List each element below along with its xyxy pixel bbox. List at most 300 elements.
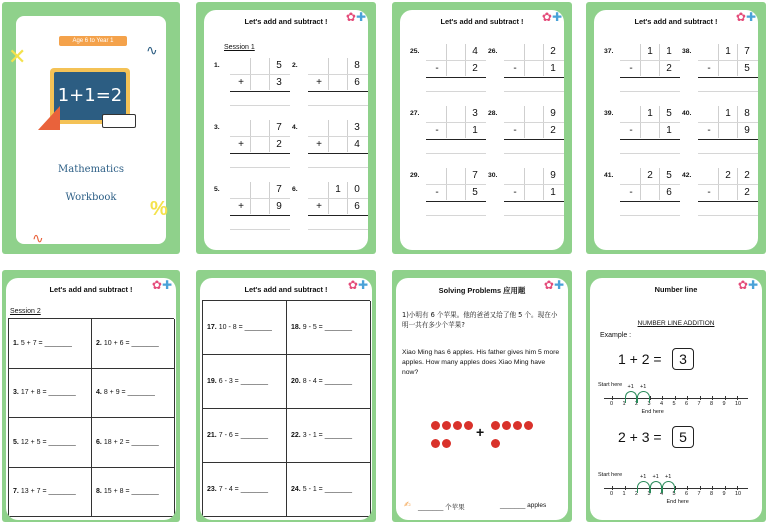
page-title: Let's add and subtract ! bbox=[244, 285, 328, 294]
equation-number: 17. bbox=[207, 324, 217, 331]
digit: 7 bbox=[276, 122, 282, 133]
tick-mark bbox=[687, 396, 688, 400]
equation-number: 24. bbox=[291, 486, 301, 493]
equation-cell bbox=[287, 355, 371, 409]
equation-number: 6. bbox=[96, 438, 102, 446]
apple-icon bbox=[524, 421, 533, 430]
answer-line bbox=[308, 91, 368, 92]
digit: 1 bbox=[725, 46, 731, 57]
digit: 9 bbox=[276, 201, 282, 212]
problem-row bbox=[230, 58, 290, 73]
question-number: 28. bbox=[488, 110, 498, 117]
tick-label: 7 bbox=[697, 491, 701, 497]
problem-row bbox=[504, 44, 564, 59]
equation-number: 8. bbox=[96, 488, 102, 496]
problem-row bbox=[620, 106, 680, 121]
page-title: Let's add and subtract ! bbox=[244, 17, 328, 26]
digit: 7 bbox=[744, 46, 750, 57]
equation-cell bbox=[203, 409, 287, 463]
tick-mark bbox=[725, 396, 726, 400]
tick-label: 10 bbox=[735, 401, 742, 407]
book-icon bbox=[102, 114, 136, 128]
apple-icon bbox=[491, 439, 500, 448]
problem-row bbox=[620, 168, 680, 183]
question-number: 38. bbox=[682, 48, 692, 55]
equation-grid bbox=[8, 318, 174, 516]
tick-mark bbox=[712, 396, 713, 400]
grid-line bbox=[504, 184, 564, 185]
grid-line bbox=[308, 198, 368, 199]
answer-line bbox=[230, 215, 290, 216]
tick-mark bbox=[625, 486, 626, 490]
digit: 2 bbox=[550, 46, 556, 57]
number-line-2 bbox=[598, 464, 750, 504]
equation-cell bbox=[92, 418, 175, 468]
operator: + bbox=[316, 77, 322, 88]
tick-mark bbox=[737, 486, 738, 490]
digit: 1 bbox=[472, 125, 478, 136]
digit: 1 bbox=[666, 125, 672, 136]
grid-line bbox=[230, 74, 290, 75]
hop-arc bbox=[637, 391, 650, 403]
question-number: 3. bbox=[214, 124, 220, 131]
grid-line bbox=[620, 122, 680, 123]
hop-label: +1 bbox=[652, 474, 659, 480]
digit: 1 bbox=[647, 46, 653, 57]
page-title: Let's add and subtract ! bbox=[634, 17, 718, 26]
page-title: Let's add and subtract ! bbox=[440, 17, 524, 26]
problem-row bbox=[230, 75, 290, 90]
equation-number: 19. bbox=[207, 378, 217, 385]
grid-line bbox=[504, 91, 564, 92]
age-badge: Age 6 to Year 1 bbox=[59, 36, 127, 46]
equation-text: 10 + 6 = _______ bbox=[103, 339, 159, 347]
operator: + bbox=[238, 139, 244, 150]
tick-label: 3 bbox=[647, 491, 651, 497]
question-number: 40. bbox=[682, 110, 692, 117]
tick-label: 5 bbox=[672, 401, 676, 407]
start-label: Start here bbox=[598, 382, 623, 388]
equation-text: 9 - 5 = _______ bbox=[302, 324, 352, 331]
example-label: Example : bbox=[600, 332, 632, 339]
equation-cell bbox=[9, 468, 92, 518]
vertical-problem bbox=[620, 106, 680, 154]
percent-icon: % bbox=[150, 198, 168, 220]
problem-row bbox=[308, 182, 368, 197]
equation-1: 1 + 2 = bbox=[618, 351, 662, 367]
operator: - bbox=[629, 187, 633, 198]
tick-mark bbox=[687, 486, 688, 490]
apple-icon bbox=[431, 439, 440, 448]
problem-row bbox=[230, 137, 290, 152]
tick-label: 0 bbox=[610, 401, 614, 407]
vertical-problem bbox=[308, 58, 368, 106]
grid-line bbox=[230, 198, 290, 199]
tick-label: 2 bbox=[635, 401, 639, 407]
equation-text: 10 - 8 = _______ bbox=[218, 324, 272, 331]
equation-text: 8 - 4 = _______ bbox=[302, 378, 352, 385]
tick-label: 10 bbox=[735, 491, 742, 497]
end-label: End here bbox=[641, 409, 664, 415]
title-line2: Workbook bbox=[65, 192, 117, 203]
tick-mark bbox=[675, 486, 676, 490]
digit: 7 bbox=[472, 170, 478, 181]
vertical-problem bbox=[230, 120, 290, 168]
answer-line bbox=[698, 201, 758, 202]
grid-line bbox=[308, 105, 368, 106]
grid-line bbox=[698, 184, 758, 185]
page-title: Number line bbox=[654, 285, 698, 294]
problem-row bbox=[620, 123, 680, 138]
digit: 2 bbox=[744, 187, 750, 198]
operator: - bbox=[629, 63, 633, 74]
apple-icon bbox=[453, 421, 462, 430]
worksheet bbox=[6, 278, 176, 520]
answer-line bbox=[230, 153, 290, 154]
answer-line bbox=[230, 91, 290, 92]
problem-row bbox=[698, 123, 758, 138]
grid-line bbox=[308, 74, 368, 75]
problem-row bbox=[504, 168, 564, 183]
question-number: 4. bbox=[292, 124, 298, 131]
answer-line bbox=[620, 201, 680, 202]
answer-line bbox=[308, 153, 368, 154]
digit: 5 bbox=[744, 63, 750, 74]
grid-line bbox=[426, 215, 486, 216]
equation-cell bbox=[287, 409, 371, 463]
page-title: Solving Problems 应用题 bbox=[438, 286, 526, 295]
tick-label: 4 bbox=[660, 401, 664, 407]
equation-number: 23. bbox=[207, 486, 217, 493]
equation-number: 22. bbox=[291, 432, 301, 439]
digit: 0 bbox=[354, 184, 360, 195]
equation-cell bbox=[287, 463, 371, 517]
operator: - bbox=[629, 125, 633, 136]
question-number: 27. bbox=[410, 110, 420, 117]
tick-mark bbox=[725, 486, 726, 490]
number-line-1 bbox=[598, 382, 750, 415]
number-line-axis bbox=[604, 488, 748, 489]
page-solving-problems bbox=[392, 270, 572, 522]
page-subtraction-a bbox=[392, 2, 572, 254]
question-number: 2. bbox=[292, 62, 298, 69]
apple-icon bbox=[442, 421, 451, 430]
worksheet bbox=[200, 278, 372, 520]
problem-row bbox=[620, 185, 680, 200]
grid-line bbox=[308, 136, 368, 137]
end-label: End here bbox=[666, 499, 689, 505]
equation-number: 3. bbox=[13, 389, 19, 397]
digit: 3 bbox=[354, 122, 360, 133]
problem-row bbox=[308, 75, 368, 90]
digit: 1 bbox=[666, 46, 672, 57]
cross-icon: ✕ bbox=[8, 44, 27, 69]
session-label: Session 1 bbox=[224, 44, 255, 51]
problem-row bbox=[504, 61, 564, 76]
tick-mark bbox=[712, 486, 713, 490]
operator: - bbox=[513, 63, 517, 74]
answer-line bbox=[426, 139, 486, 140]
problem-row bbox=[698, 168, 758, 183]
puzzle-icon: ✿✚ bbox=[347, 278, 368, 292]
tick-label: 7 bbox=[697, 401, 701, 407]
vertical-problem bbox=[308, 182, 368, 230]
tick-label: 6 bbox=[685, 491, 689, 497]
equation-number: 7. bbox=[13, 488, 19, 496]
equation-cell bbox=[92, 468, 175, 518]
vertical-problem bbox=[426, 168, 486, 216]
tick-label: 5 bbox=[672, 491, 676, 497]
section-subtitle: NUMBER LINE ADDITION bbox=[637, 320, 715, 327]
hop-arc bbox=[650, 481, 663, 493]
problem-row bbox=[620, 61, 680, 76]
tick-label: 0 bbox=[610, 491, 614, 497]
answer-line bbox=[698, 139, 758, 140]
page-session1 bbox=[196, 2, 376, 254]
answer-en: _______ apples bbox=[500, 502, 547, 509]
grid-line bbox=[426, 153, 486, 154]
problem-zh: 1)小明有 6 个苹果。他的爸爸又给了他 5 个。现在小明一共有多少个苹果? bbox=[402, 311, 558, 329]
start-label: Start here bbox=[598, 472, 623, 478]
worksheet bbox=[204, 10, 368, 250]
equation-text: 5 - 1 = _______ bbox=[302, 486, 352, 493]
digit: 5 bbox=[666, 108, 672, 119]
digit: 1 bbox=[550, 187, 556, 198]
answer-box-1: 3 bbox=[672, 348, 694, 370]
session-label: Session 2 bbox=[10, 308, 41, 315]
digit: 2 bbox=[744, 170, 750, 181]
puzzle-icon: ✿✚ bbox=[735, 10, 756, 24]
problem-row bbox=[426, 123, 486, 138]
grid-line bbox=[426, 60, 486, 61]
equation-number: 5. bbox=[13, 438, 19, 446]
tick-mark bbox=[650, 396, 651, 400]
answer-box-2: 5 bbox=[672, 426, 694, 448]
equation-text: 6 - 3 = _______ bbox=[218, 378, 268, 385]
tick-mark bbox=[737, 396, 738, 400]
grid-line bbox=[230, 167, 290, 168]
question-number: 1. bbox=[214, 62, 220, 69]
swirl-icon: ∿ bbox=[32, 230, 44, 246]
operator: - bbox=[513, 125, 517, 136]
answer-line bbox=[620, 77, 680, 78]
apple-icon bbox=[464, 421, 473, 430]
digit: 9 bbox=[550, 108, 556, 119]
digit: 3 bbox=[472, 108, 478, 119]
equation-cell bbox=[203, 301, 287, 355]
operator: - bbox=[707, 63, 711, 74]
operator: - bbox=[707, 125, 711, 136]
problem-row bbox=[698, 44, 758, 59]
page-subtraction-c bbox=[196, 270, 376, 522]
question-number: 26. bbox=[488, 48, 498, 55]
tick-label: 8 bbox=[710, 491, 714, 497]
tick-mark bbox=[675, 396, 676, 400]
equation-text: 7 - 4 = _______ bbox=[218, 486, 268, 493]
equation-text: 5 + 7 = _______ bbox=[20, 339, 72, 347]
grid-line bbox=[698, 60, 758, 61]
equation-cell bbox=[203, 355, 287, 409]
digit: 1 bbox=[725, 108, 731, 119]
tick-label: 2 bbox=[635, 491, 639, 497]
digit: 5 bbox=[666, 170, 672, 181]
page-subtraction-b bbox=[586, 2, 766, 254]
answer-line bbox=[620, 139, 680, 140]
worksheet bbox=[594, 10, 758, 250]
problem-row bbox=[426, 106, 486, 121]
equation-number: 20. bbox=[291, 378, 301, 385]
vertical-problem bbox=[504, 106, 564, 154]
digit: 5 bbox=[472, 187, 478, 198]
plus-sign: + bbox=[476, 424, 485, 440]
puzzle-icon: ✿✚ bbox=[151, 278, 172, 292]
digit: 5 bbox=[276, 60, 282, 71]
grid-line bbox=[698, 215, 758, 216]
digit: 7 bbox=[276, 184, 282, 195]
hop-arc bbox=[662, 481, 675, 493]
digit: 1 bbox=[335, 184, 341, 195]
grid-line bbox=[308, 229, 368, 230]
equation-number: 2. bbox=[96, 339, 102, 347]
triangle-ruler-icon bbox=[38, 106, 60, 130]
tick-mark bbox=[700, 486, 701, 490]
tick-label: 8 bbox=[710, 401, 714, 407]
hand-icon: ✍ bbox=[404, 500, 411, 509]
digit: 3 bbox=[276, 77, 282, 88]
equation-number: 1. bbox=[13, 339, 19, 347]
puzzle-icon: ✿✚ bbox=[543, 278, 564, 292]
apple-icon bbox=[431, 421, 440, 430]
equation-text: 13 + 7 = _______ bbox=[20, 488, 76, 496]
problem-row bbox=[504, 185, 564, 200]
worksheet bbox=[400, 10, 564, 250]
title-line1: Mathematics bbox=[58, 164, 124, 175]
tick-mark bbox=[700, 396, 701, 400]
apple-icon bbox=[513, 421, 522, 430]
question-number: 39. bbox=[604, 110, 614, 117]
tick-mark bbox=[612, 486, 613, 490]
answer-line bbox=[426, 201, 486, 202]
apple-icon bbox=[491, 421, 500, 430]
digit: 8 bbox=[744, 108, 750, 119]
hop-label: +1 bbox=[640, 474, 647, 480]
equation-number: 21. bbox=[207, 432, 217, 439]
equation-text: 7 - 6 = _______ bbox=[218, 432, 268, 439]
grid-line bbox=[620, 215, 680, 216]
answer-line bbox=[698, 77, 758, 78]
answer-line bbox=[504, 201, 564, 202]
grid-line bbox=[698, 122, 758, 123]
question-number: 37. bbox=[604, 48, 614, 55]
question-number: 29. bbox=[410, 172, 420, 179]
digit: 2 bbox=[550, 125, 556, 136]
problem-row bbox=[504, 106, 564, 121]
equation-text: 17 + 8 = _______ bbox=[20, 389, 76, 397]
problem-row bbox=[426, 61, 486, 76]
equation-cell bbox=[9, 369, 92, 419]
problem-row bbox=[308, 137, 368, 152]
grid-line bbox=[426, 122, 486, 123]
question-number: 25. bbox=[410, 48, 420, 55]
digit: 4 bbox=[472, 46, 478, 57]
problem-row bbox=[698, 61, 758, 76]
digit: 6 bbox=[354, 77, 360, 88]
board-equation: 1+1=2 bbox=[54, 72, 126, 120]
equation-2: 2 + 3 = bbox=[618, 429, 662, 445]
problem-row bbox=[426, 185, 486, 200]
vertical-problem bbox=[230, 182, 290, 230]
vertical-problem bbox=[698, 44, 758, 92]
hop-label: +1 bbox=[627, 384, 634, 390]
digit: 2 bbox=[276, 139, 282, 150]
tick-label: 1 bbox=[622, 491, 626, 497]
grid-line bbox=[230, 229, 290, 230]
grid-line bbox=[230, 105, 290, 106]
problem-row bbox=[230, 199, 290, 214]
tick-label: 9 bbox=[722, 401, 726, 407]
equation-cell bbox=[92, 319, 175, 369]
operator: - bbox=[435, 125, 439, 136]
tick-label: 3 bbox=[647, 401, 651, 407]
tick-mark bbox=[612, 396, 613, 400]
problem-row bbox=[698, 185, 758, 200]
hop-arc bbox=[625, 391, 638, 403]
equation-cell bbox=[92, 369, 175, 419]
page-number-line bbox=[586, 270, 766, 522]
vertical-problem bbox=[426, 106, 486, 154]
vertical-problem bbox=[504, 44, 564, 92]
swirl-icon: ∿ bbox=[146, 42, 158, 58]
page-session2 bbox=[2, 270, 180, 522]
digit: 9 bbox=[550, 170, 556, 181]
equation-number: 4. bbox=[96, 389, 102, 397]
puzzle-icon: ✿✚ bbox=[541, 10, 562, 24]
vertical-problem bbox=[620, 44, 680, 92]
apples-illustration bbox=[430, 418, 540, 448]
tick-label: 9 bbox=[722, 491, 726, 497]
equation-number: 18. bbox=[291, 324, 301, 331]
digit: 9 bbox=[744, 125, 750, 136]
grid-line bbox=[230, 136, 290, 137]
page-title: Let's add and subtract ! bbox=[49, 285, 133, 294]
question-number: 30. bbox=[488, 172, 498, 179]
digit: 2 bbox=[666, 63, 672, 74]
grid-line bbox=[620, 184, 680, 185]
problem-row bbox=[230, 120, 290, 135]
operator: - bbox=[435, 187, 439, 198]
operator: - bbox=[435, 63, 439, 74]
question-number: 42. bbox=[682, 172, 692, 179]
digit: 2 bbox=[647, 170, 653, 181]
digit: 2 bbox=[472, 63, 478, 74]
hop-label: +1 bbox=[640, 384, 647, 390]
problem-row bbox=[698, 106, 758, 121]
operator: + bbox=[316, 201, 322, 212]
digit: 6 bbox=[666, 187, 672, 198]
equation-cell bbox=[287, 301, 371, 355]
grid-line bbox=[504, 122, 564, 123]
equation-text: 15 + 8 = _______ bbox=[103, 488, 159, 496]
operator: - bbox=[707, 187, 711, 198]
tick-label: 1 bbox=[622, 401, 626, 407]
worksheet bbox=[590, 278, 762, 520]
hop-arc bbox=[637, 481, 650, 493]
grid-line bbox=[620, 153, 680, 154]
operator: + bbox=[238, 201, 244, 212]
grid-line bbox=[426, 91, 486, 92]
equation-grid bbox=[202, 300, 370, 516]
tick-mark bbox=[662, 396, 663, 400]
